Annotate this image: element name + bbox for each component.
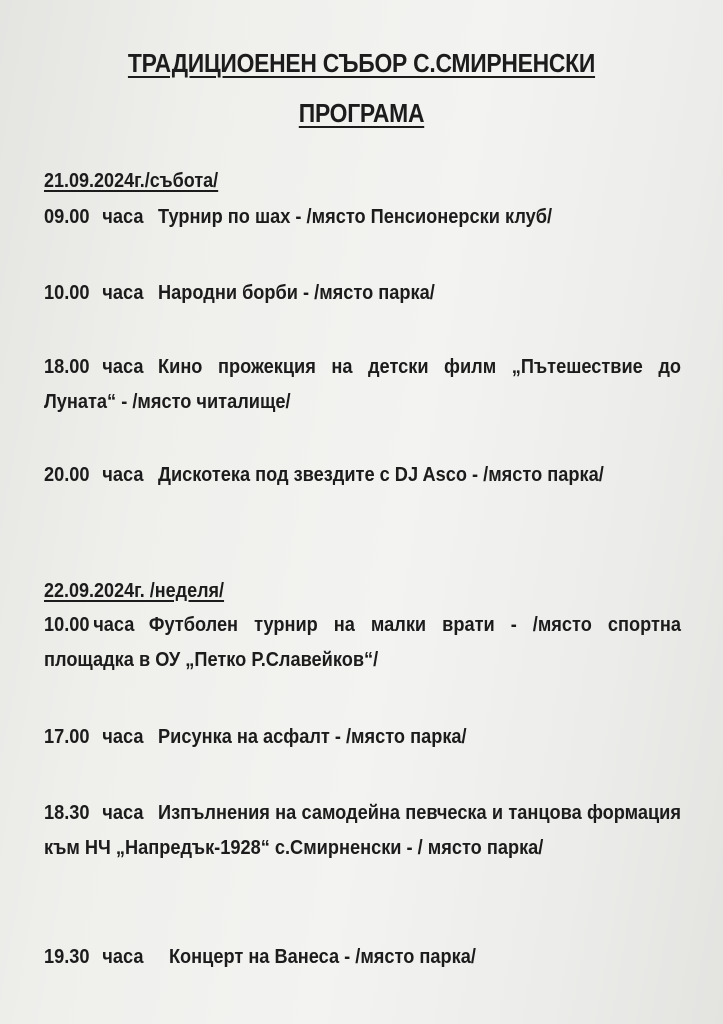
event-day2-2 <box>44 720 681 755</box>
event-time: 17.00 <box>44 726 90 748</box>
event-day2-1 <box>44 608 681 678</box>
document-title: ТРАДИЦИОЕНЕН СЪБОР С.СМИРНЕНСКИ <box>127 48 596 78</box>
event-time: 19.30 <box>44 946 90 968</box>
event-day1-3 <box>44 350 681 420</box>
event-description: Изпълнения на самодейна певческа и танцова формация към НЧ „Напредък-1928“ с.Смирненски - / място парка/ <box>44 802 682 859</box>
event-time: 20.00 <box>44 464 90 486</box>
event-time: 10.00 <box>44 614 90 636</box>
event-description: Кино прожекция на детски филм „Пътешествие до Луната“ - /място читалище/ <box>44 356 682 413</box>
event-description: Футболен турнир на малки врати - /място спортна площадка в ОУ „Петко Р.Славейков“/ <box>44 614 681 671</box>
event-day1-1 <box>44 200 681 235</box>
event-time-unit: часа <box>102 206 144 228</box>
event-time-unit: часа <box>102 726 144 748</box>
event-time-unit: часа <box>93 614 135 636</box>
event-description: Турнир по шах - /място Пенсионерски клуб/ <box>158 206 553 228</box>
day-1-date: 21.09.2024г./събота/ <box>44 170 219 192</box>
event-time: 10.00 <box>44 282 90 304</box>
event-time-unit: часа <box>102 282 144 304</box>
event-day1-2 <box>44 276 681 311</box>
event-time-unit: часа <box>102 802 144 824</box>
event-day1-4 <box>44 458 681 493</box>
event-description: Дискотека под звездите с DJ Asco - /място парка/ <box>158 464 604 486</box>
event-day2-3 <box>44 796 681 866</box>
event-time: 18.00 <box>44 356 90 378</box>
event-time-unit: часа <box>102 946 144 968</box>
document-subtitle: ПРОГРАМА <box>298 98 425 128</box>
event-time: 09.00 <box>44 206 90 228</box>
event-description: Рисунка на асфалт - /място парка/ <box>158 726 467 748</box>
day-2-date: 22.09.2024г. /неделя/ <box>44 580 225 602</box>
event-description: Народни борби - /място парка/ <box>158 282 435 304</box>
event-day2-4 <box>44 940 681 975</box>
event-description: Концерт на Ванеса - /място парка/ <box>168 946 476 968</box>
event-time: 18.30 <box>44 802 90 824</box>
event-time-unit: часа <box>102 356 144 378</box>
event-time-unit: часа <box>102 464 144 486</box>
